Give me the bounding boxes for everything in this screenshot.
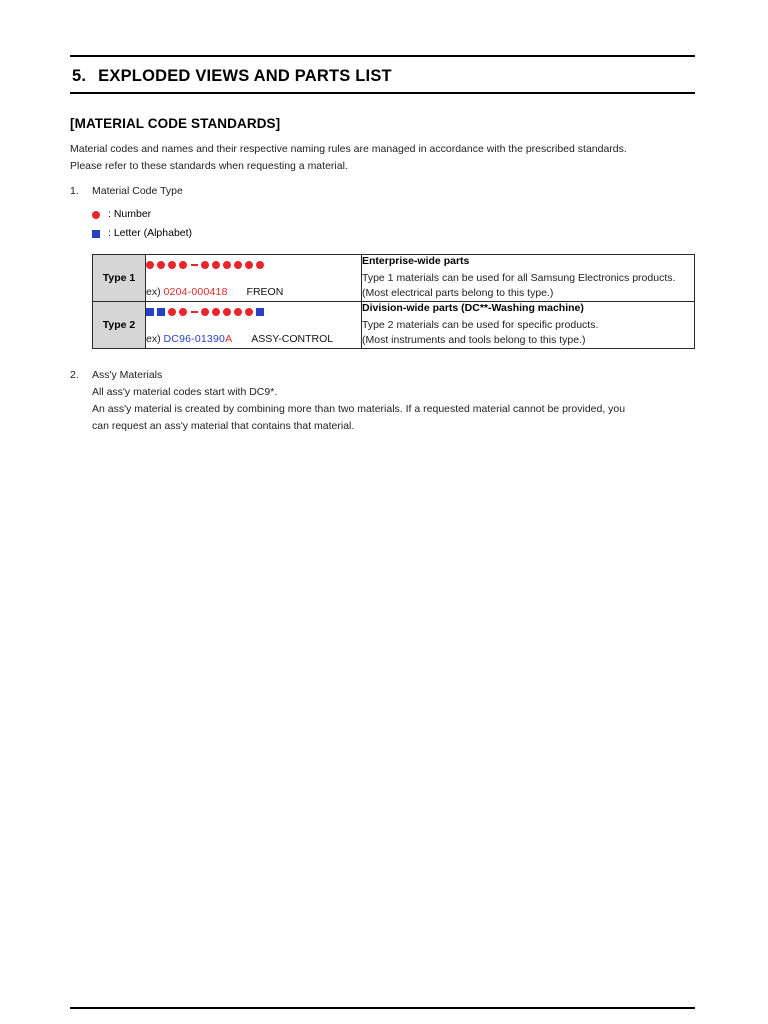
red-circle-icon: [256, 261, 264, 269]
intro-line-2: Please refer to these standards when requesting a material.: [70, 160, 348, 172]
type-1-desc-heading: Enterprise-wide parts: [362, 255, 470, 267]
red-circle-icon: [245, 261, 253, 269]
legend: [92, 206, 695, 242]
type-2-pattern-cell: [146, 302, 362, 349]
type-2-desc-heading: Division-wide parts (DC**-Washing machine): [362, 302, 584, 314]
type-1-desc-line-2: (Most electrical parts belong to this type.): [362, 287, 554, 299]
list-item-material-code-type: [70, 183, 695, 200]
type-1-desc-line-1: Type 1 materials can be used for all Samsung Electronics products.: [362, 272, 676, 284]
table-row: [93, 302, 695, 349]
chapter-title-text: EXPLODED VIEWS AND PARTS LIST: [98, 67, 392, 85]
red-circle-icon: [92, 211, 100, 219]
red-circle-icon: [212, 308, 220, 316]
assy-line-3: can request an ass'y material that contains that material.: [92, 420, 355, 432]
blue-square-icon: [157, 308, 165, 316]
type-2-example-name: ASSY-CONTROL: [251, 333, 334, 345]
red-circle-icon: [179, 261, 187, 269]
dash-icon: [191, 264, 198, 266]
header-rule-top: [70, 55, 695, 57]
list-index-2: 2.: [70, 369, 79, 381]
red-circle-icon: [245, 308, 253, 316]
type-1-label: Type 1: [93, 255, 146, 302]
assy-line-2: An ass'y material is created by combining more than two materials. If a requested material cannot be provided, you: [92, 403, 626, 415]
legend-label-letter: : Letter (Alphabet): [108, 227, 193, 239]
assy-heading: [70, 367, 695, 384]
type-1-pattern-cell: [146, 255, 362, 302]
red-circle-icon: [201, 308, 209, 316]
assy-body: [92, 384, 695, 435]
chapter-number: 5.: [72, 67, 87, 85]
table-row: [93, 255, 695, 302]
blue-square-icon: [92, 230, 100, 238]
page-title: [70, 67, 695, 86]
list-index-1: 1.: [70, 185, 79, 197]
type-2-example-code-suffix: A: [225, 333, 233, 345]
list-label-1: Material Code Type: [92, 185, 183, 197]
legend-row-letter: [92, 225, 695, 242]
page-content: [70, 55, 695, 435]
red-circle-icon: [234, 308, 242, 316]
type-2-example-label: ex): [146, 333, 161, 345]
type-2-desc-line-2: (Most instruments and tools belong to this type.): [362, 334, 586, 346]
type-1-example-code: 0204-000418: [163, 286, 228, 298]
red-circle-icon: [234, 261, 242, 269]
red-circle-icon: [168, 261, 176, 269]
type-2-symbol-pattern: [146, 305, 361, 319]
assy-line-1: All ass'y material codes start with DC9*.: [92, 386, 278, 398]
legend-label-number: : Number: [108, 208, 152, 220]
blue-square-icon: [256, 308, 264, 316]
type-2-example-code-text: DC96-01390: [163, 333, 226, 345]
footer-rule: [70, 1007, 695, 1009]
red-circle-icon: [212, 261, 220, 269]
red-circle-icon: [179, 308, 187, 316]
type-2-desc-line-1: Type 2 materials can be used for specific products.: [362, 319, 599, 331]
red-circle-icon: [223, 261, 231, 269]
red-circle-icon: [157, 261, 165, 269]
legend-row-number: [92, 206, 695, 223]
type-2-description-cell: [362, 302, 695, 349]
red-circle-icon: [201, 261, 209, 269]
type-2-example: [146, 333, 361, 345]
red-circle-icon: [168, 308, 176, 316]
header-rule-bottom: [70, 92, 695, 94]
type-1-example-name: FREON: [246, 286, 284, 298]
dash-icon: [191, 311, 198, 313]
type-2-label: Type 2: [93, 302, 146, 349]
red-circle-icon: [223, 308, 231, 316]
section-title: [MATERIAL CODE STANDARDS]: [70, 116, 281, 131]
type-1-example-label: ex): [146, 286, 161, 298]
type-1-example: [146, 286, 361, 298]
type-1-description-cell: [362, 255, 695, 302]
type-1-symbol-pattern: [146, 258, 361, 272]
blue-square-icon: [146, 308, 154, 316]
list-label-2: Ass'y Materials: [92, 369, 163, 381]
material-code-table: [92, 254, 695, 349]
list-item-assy-materials: [70, 367, 695, 435]
type-2-example-code: [164, 333, 233, 345]
red-circle-icon: [146, 261, 154, 269]
intro-line-1: Material codes and names and their respective naming rules are managed in accordance with the prescribed standards.: [70, 143, 627, 155]
